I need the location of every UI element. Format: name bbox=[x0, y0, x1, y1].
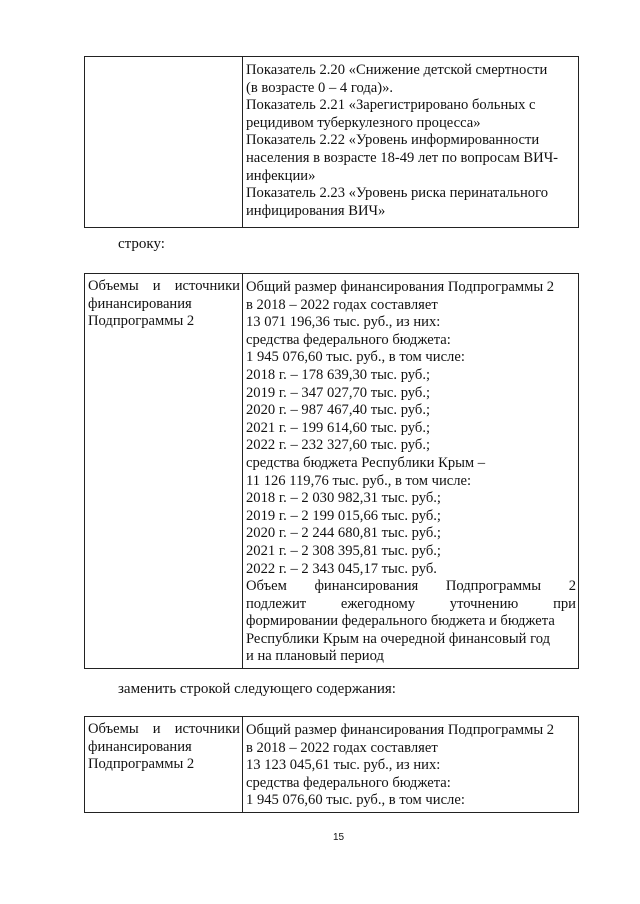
text-line: средства федерального бюджета: bbox=[246, 331, 451, 348]
text-line: Объемы и источники bbox=[88, 278, 240, 294]
text-line: в 2018 – 2022 годах составляет bbox=[246, 739, 438, 756]
text-line: в 2018 – 2022 годах составляет bbox=[246, 296, 438, 313]
instruction-text-row: строку: bbox=[118, 236, 165, 252]
table-cell-right bbox=[243, 57, 579, 228]
text-line: Объем финансирования Подпрограммы 2 bbox=[246, 578, 576, 595]
text-line: формировании федерального бюджета и бюджета bbox=[246, 613, 555, 630]
text-line: 1 945 076,60 тыс. руб., в том числе: bbox=[246, 349, 465, 366]
page-number: 15 bbox=[333, 832, 345, 843]
text-line: 1 945 076,60 тыс. руб., в том числе: bbox=[246, 792, 465, 809]
text-line: Общий размер финансирования Подпрограммы 2 bbox=[246, 279, 555, 295]
text-line: 2020 г. – 987 467,40 тыс. руб.; bbox=[246, 402, 431, 419]
text-line: 2020 г. – 2 244 680,81 тыс. руб.; bbox=[246, 525, 441, 542]
instruction-text-replace: заменить строкой следующего содержания: bbox=[118, 681, 396, 697]
table-cell-right bbox=[243, 274, 579, 669]
text-line: средства федерального бюджета: bbox=[246, 774, 451, 791]
text-line: подлежит ежегодному уточнению при bbox=[246, 595, 576, 612]
text-line: средства бюджета Республики Крым – bbox=[246, 454, 486, 471]
text-line: финансирования bbox=[88, 295, 192, 312]
text-line: 2019 г. – 347 027,70 тыс. руб.; bbox=[246, 384, 431, 401]
text-line: и на плановый период bbox=[246, 648, 384, 665]
text-line: Показатель 2.20 «Снижение детской смертности bbox=[246, 62, 548, 78]
table-cell-left bbox=[85, 274, 243, 669]
text-line: Республики Крым на очередной финансовый год bbox=[246, 630, 551, 647]
table-cell-left bbox=[85, 717, 243, 813]
table-cell-left bbox=[85, 57, 243, 228]
text-line: Объемы и источники bbox=[88, 721, 240, 737]
text-line: 2018 г. – 2 030 982,31 тыс. руб.; bbox=[246, 490, 441, 507]
table-row bbox=[85, 57, 579, 228]
text-line: 2022 г. – 2 343 045,17 тыс. руб. bbox=[246, 560, 437, 577]
table-row bbox=[85, 717, 579, 813]
text-line: 11 126 119,76 тыс. руб., в том числе: bbox=[246, 472, 472, 489]
text-line: Показатель 2.21 «Зарегистрировано больных с bbox=[246, 97, 536, 114]
text-line: Подпрограммы 2 bbox=[88, 756, 195, 773]
text-line: 2022 г. – 232 327,60 тыс. руб.; bbox=[246, 437, 431, 454]
old-row-table bbox=[84, 273, 579, 669]
text-line: рецидивом туберкулезного процесса» bbox=[246, 114, 481, 131]
text-line: Общий размер финансирования Подпрограммы 2 bbox=[246, 722, 555, 738]
text-line: населения в возрасте 18-49 лет по вопросам ВИЧ- bbox=[246, 149, 559, 166]
new-row-table bbox=[84, 716, 579, 813]
text-line: инфекции» bbox=[246, 167, 316, 184]
table-row bbox=[85, 274, 579, 669]
text-line: Показатель 2.23 «Уровень риска перинатального bbox=[246, 185, 549, 202]
text-line: 2018 г. – 178 639,30 тыс. руб.; bbox=[246, 366, 431, 383]
indicators-table bbox=[84, 56, 579, 228]
text-line: финансирования bbox=[88, 738, 192, 755]
text-line: 2019 г. – 2 199 015,66 тыс. руб.; bbox=[246, 507, 441, 524]
text-line: инфицирования ВИЧ» bbox=[246, 202, 386, 219]
text-line: (в возрасте 0 – 4 года)». bbox=[246, 79, 394, 96]
text-line: 13 123 045,61 тыс. руб., из них: bbox=[246, 757, 441, 774]
text-line: Подпрограммы 2 bbox=[88, 313, 195, 330]
text-line: 2021 г. – 199 614,60 тыс. руб.; bbox=[246, 419, 431, 436]
text-line: 13 071 196,36 тыс. руб., из них: bbox=[246, 314, 441, 331]
text-line: Показатель 2.22 «Уровень информированности bbox=[246, 132, 540, 149]
table-cell-right bbox=[243, 717, 579, 813]
text-line: 2021 г. – 2 308 395,81 тыс. руб.; bbox=[246, 542, 441, 559]
